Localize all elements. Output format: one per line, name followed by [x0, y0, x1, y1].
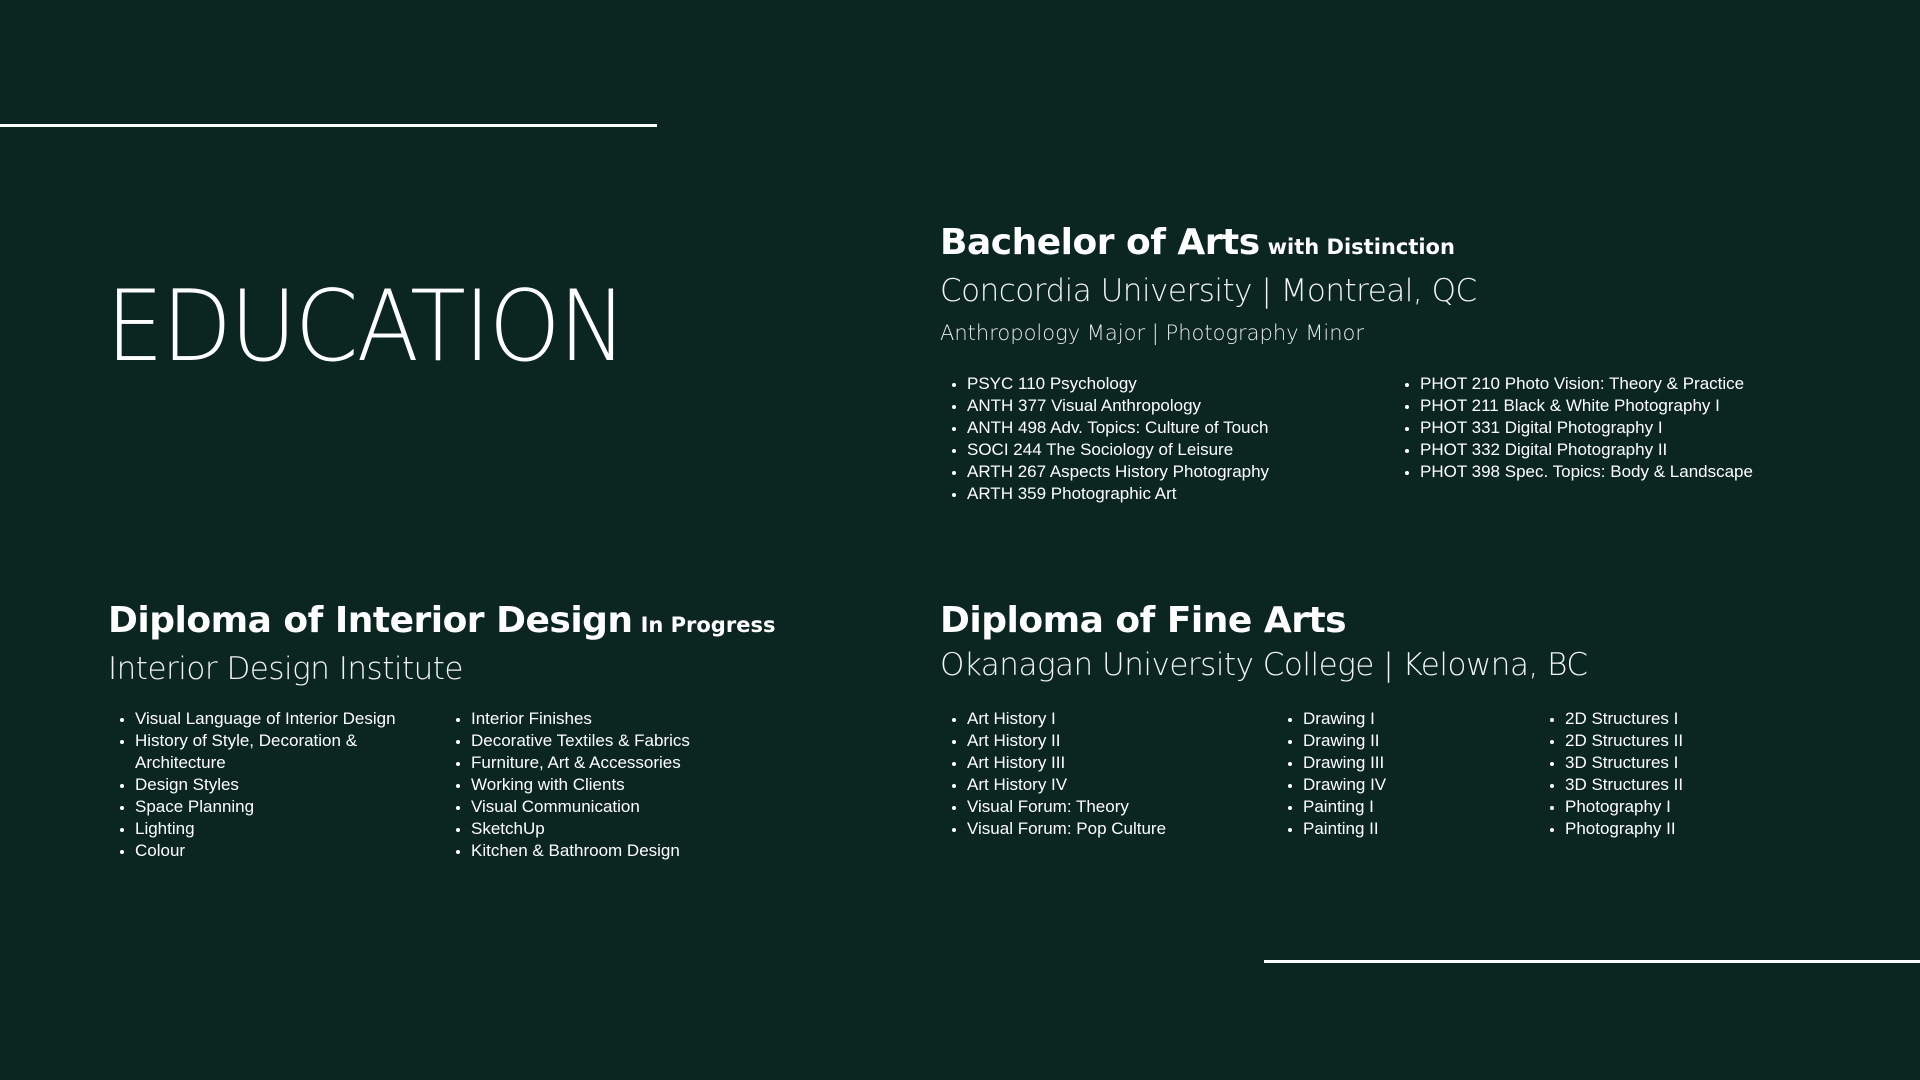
course-item: • Visual Communication: [471, 796, 801, 818]
course-item: • Drawing I: [1303, 708, 1533, 730]
course-item: • Kitchen & Bathroom Design: [471, 840, 801, 862]
course-item: • 3D Structures I: [1565, 752, 1825, 774]
course-list-col-2: [1276, 708, 1533, 840]
course-item: • PHOT 398 Spec. Topics: Body & Landscape: [1420, 461, 1860, 483]
course-item: • Space Planning: [135, 796, 445, 818]
course-item: • PHOT 332 Digital Photography II: [1420, 439, 1860, 461]
course-list-col-1: [940, 373, 1397, 505]
school-name: Okanagan University College | Kelowna, BC: [940, 647, 1588, 683]
course-item: • Lighting: [135, 818, 445, 840]
course-item: • Colour: [135, 840, 445, 862]
degree-note: with Distinction: [1267, 235, 1455, 259]
course-item: • Painting I: [1303, 796, 1533, 818]
degree-title: [108, 599, 775, 647]
course-item: • ARTH 267 Aspects History Photography: [967, 461, 1397, 483]
course-item: • Furniture, Art & Accessories: [471, 752, 801, 774]
course-item: • ANTH 377 Visual Anthropology: [967, 395, 1397, 417]
course-item: • Interior Finishes: [471, 708, 801, 730]
course-item: • Design Styles: [135, 774, 445, 796]
course-list-col-1: [940, 708, 1287, 840]
course-item: • SketchUp: [471, 818, 801, 840]
course-item: • Decorative Textiles & Fabrics: [471, 730, 801, 752]
course-item: • Photography I: [1565, 796, 1825, 818]
interior-design-section: [108, 599, 776, 860]
course-item: • Visual Forum: Pop Culture: [967, 818, 1287, 840]
course-item: • 2D Structures I: [1565, 708, 1825, 730]
course-item: • Art History III: [967, 752, 1287, 774]
course-item: • Photography II: [1565, 818, 1825, 840]
course-item: • Drawing III: [1303, 752, 1533, 774]
course-item: • Art History II: [967, 730, 1287, 752]
program-name: Anthropology Major | Photography Minor: [940, 321, 1365, 345]
course-item: • ANTH 498 Adv. Topics: Culture of Touch: [967, 417, 1397, 439]
course-item: • Drawing IV: [1303, 774, 1533, 796]
degree-title: [940, 221, 1477, 269]
course-item: • PSYC 110 Psychology: [967, 373, 1397, 395]
course-item: • Drawing II: [1303, 730, 1533, 752]
course-item: • History of Style, Decoration & Architecture: [135, 730, 445, 774]
course-list-col-2: [444, 708, 801, 862]
school-name: Concordia University | Montreal, QC: [940, 273, 1477, 309]
course-item: • Visual Language of Interior Design: [135, 708, 445, 730]
course-item: • Working with Clients: [471, 774, 801, 796]
course-item: • PHOT 210 Photo Vision: Theory & Practice: [1420, 373, 1860, 395]
course-item: • Art History I: [967, 708, 1287, 730]
school-name: Interior Design Institute: [108, 651, 463, 687]
course-item: • ARTH 359 Photographic Art: [967, 483, 1397, 505]
bottom-divider-line: [1264, 960, 1920, 963]
degree-title: [940, 599, 1588, 643]
course-list-col-2: [1393, 373, 1860, 483]
course-item: • SOCI 244 The Sociology of Leisure: [967, 439, 1397, 461]
course-item: • PHOT 211 Black & White Photography I: [1420, 395, 1860, 417]
course-item: • 2D Structures II: [1565, 730, 1825, 752]
course-item: • PHOT 331 Digital Photography I: [1420, 417, 1860, 439]
degree-note: In Progress: [640, 613, 776, 637]
degree-name: Diploma of Interior Design: [108, 600, 633, 641]
degree-name: Diploma of Fine Arts: [940, 600, 1347, 641]
page-title: EDUCATION: [106, 270, 626, 384]
fine-arts-section: [940, 599, 1684, 838]
degree-name: Bachelor of Arts: [940, 222, 1260, 263]
course-list-col-1: [108, 708, 445, 862]
course-item: • 3D Structures II: [1565, 774, 1825, 796]
course-item: • Art History IV: [967, 774, 1287, 796]
course-item: • Visual Forum: Theory: [967, 796, 1287, 818]
bachelor-section: [940, 221, 1753, 503]
course-list-col-3: [1538, 708, 1825, 840]
course-item: • Painting II: [1303, 818, 1533, 840]
top-divider-line: [0, 124, 657, 127]
